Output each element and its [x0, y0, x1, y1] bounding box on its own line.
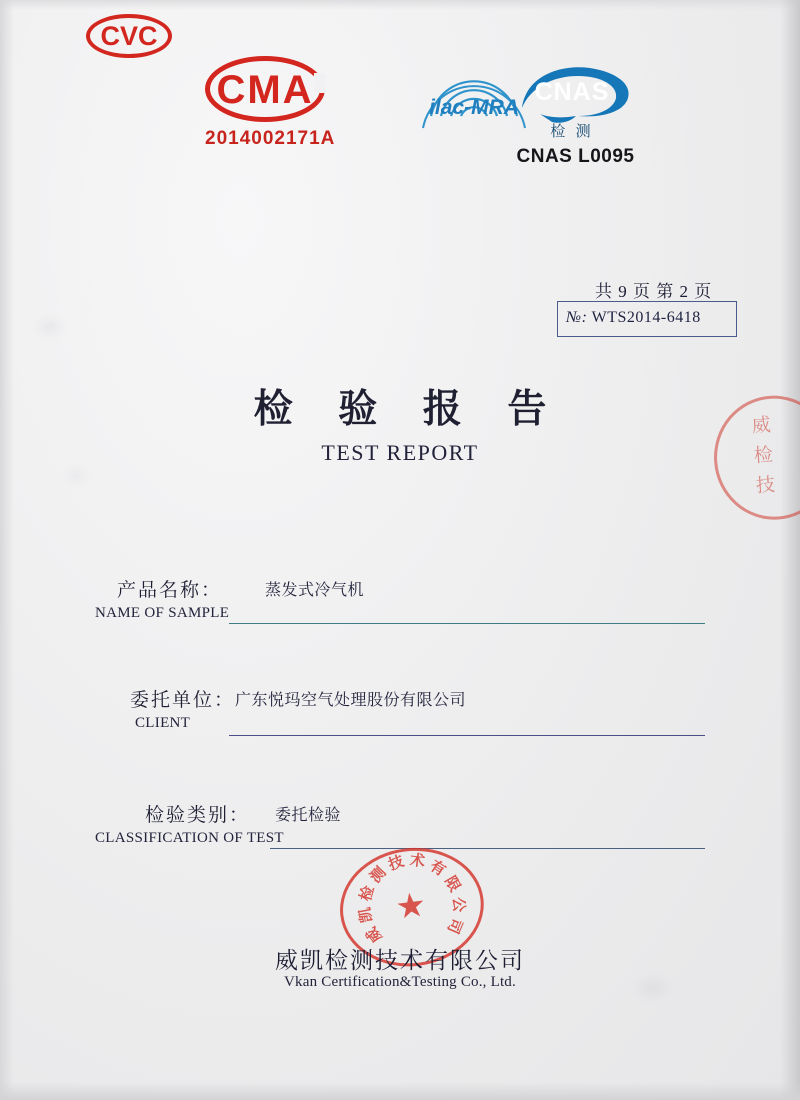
cvc-logo-text: CVC [100, 21, 158, 51]
seal-arc-char: 限 [441, 872, 465, 895]
field-label-cn: 检验类别： [145, 804, 251, 826]
cma-certificate-number: 2014002171A [205, 128, 336, 149]
seal-arc-char: 术 [409, 850, 427, 871]
cnas-logo-text: CNAS [534, 78, 610, 106]
cvc-logo [86, 14, 178, 62]
report-number-value: WTS2014-6418 [591, 309, 701, 326]
cnas-logo [516, 62, 634, 177]
seal-arc-char: 司 [443, 915, 467, 937]
page-edge-right [780, 0, 800, 1100]
seal-arc-char: 凯 [355, 906, 376, 925]
page-count-label: 共 9 页 第 2 页 [595, 282, 713, 301]
field-label-cn: 委托单位： [130, 689, 236, 711]
page-edge-top [0, 0, 800, 10]
scan-blotch [70, 470, 84, 480]
report-number-label: №: [566, 309, 588, 326]
report-number-inner [566, 309, 701, 327]
seal-star-icon: ★ [393, 886, 429, 927]
field-underline [270, 848, 705, 849]
company-name-en: Vkan Certification&Testing Co., Ltd. [284, 974, 516, 990]
seal-arc-char: 公 [449, 896, 469, 913]
page-edge-bottom [0, 1082, 800, 1100]
partial-seal-right-edge [746, 397, 800, 515]
seal-arc-char: 有 [426, 856, 450, 880]
page-title-cn: 检 验 报 告 [253, 386, 563, 432]
ilac-mra-text: ilac-MRA [429, 96, 519, 119]
field-label-en: CLASSIFICATION OF TEST [95, 830, 284, 846]
field-client [95, 685, 705, 749]
cma-logo [205, 56, 335, 156]
partial-seal-text: 威 检 技 [751, 413, 776, 497]
field-label-cn: 产品名称： [117, 579, 223, 601]
page-edge-left [0, 0, 14, 1100]
seal-arc-char: 检 [356, 883, 378, 904]
seal-arc-char: 测 [366, 863, 390, 887]
page-title-en: TEST REPORT [321, 440, 479, 465]
field-underline [229, 623, 705, 624]
scan-blotch [40, 320, 60, 334]
field-underline [229, 735, 705, 736]
field-name-of-sample [95, 575, 705, 639]
seal-arc-char: 威 [362, 923, 386, 947]
seal-arc-char: 技 [385, 851, 407, 874]
company-name-cn: 威凯检测技术有限公司 [275, 948, 525, 974]
report-number-box [557, 301, 737, 337]
field-value: 蒸发式冷气机 [265, 580, 365, 599]
field-value: 委托检验 [275, 805, 342, 824]
field-value: 广东悦玛空气处理股份有限公司 [235, 690, 467, 709]
field-label-en: CLIENT [135, 715, 191, 731]
cnas-logo-cn-text: 检 测 [550, 123, 594, 140]
cma-logo-text: CMA [216, 68, 314, 112]
field-label-en: NAME OF SAMPLE [95, 605, 230, 621]
cnas-accreditation-code: CNAS L0095 [516, 146, 635, 167]
